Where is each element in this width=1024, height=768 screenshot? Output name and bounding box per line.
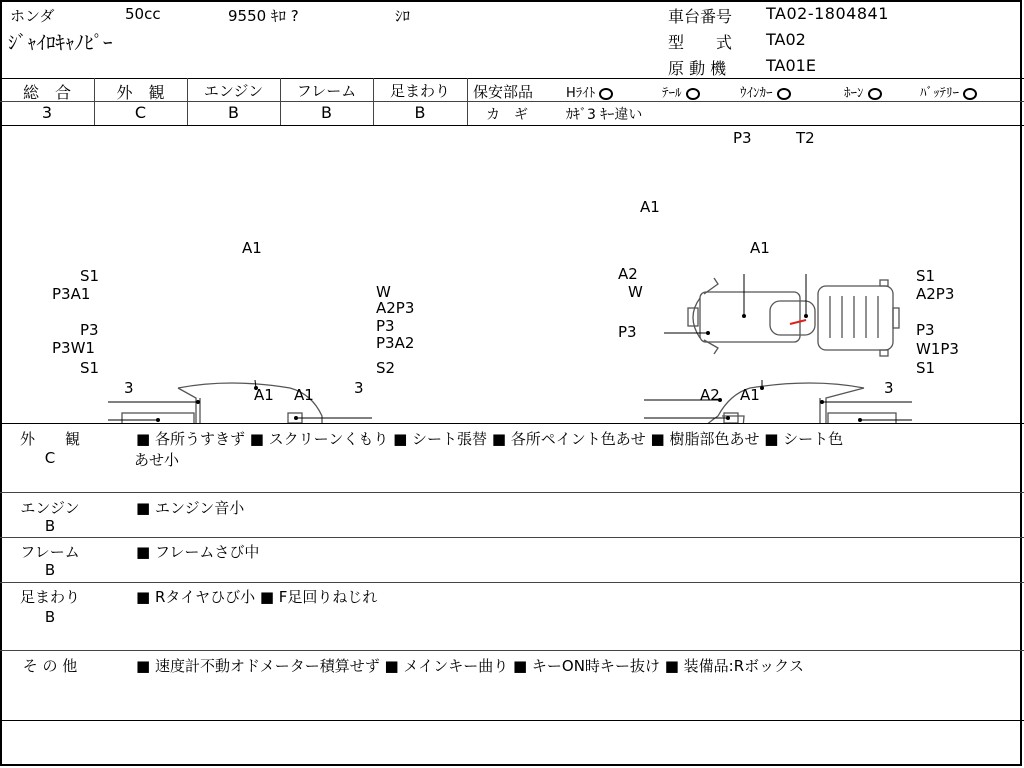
right-label-w: W: [628, 283, 643, 301]
note-label: エンジン: [20, 499, 80, 517]
note-label: フレーム: [20, 543, 80, 561]
overall-value: 3: [41, 103, 53, 122]
safety-label: 保安部品: [473, 83, 534, 101]
safety-item-horn: ﾎｰﾝ: [844, 82, 882, 101]
engine-value: B: [228, 103, 239, 122]
ok-circle-icon: [599, 88, 613, 100]
ok-circle-icon: [686, 88, 700, 100]
type-value: TA02: [766, 30, 806, 49]
top-label-a1: A1: [640, 198, 660, 216]
left-label-p3a2: P3A2: [376, 334, 415, 352]
note-grade: B: [44, 608, 56, 626]
note-grade: B: [44, 561, 56, 579]
left-label-p3w1: P3W1: [52, 339, 95, 357]
left-label-a2p3: A2P3: [376, 299, 415, 317]
right-label-s1-bottom: S1: [916, 359, 936, 377]
ok-circle-icon: [963, 88, 977, 100]
top-view-vehicle: [688, 278, 899, 356]
left-label-p3-right: P3: [376, 317, 395, 335]
color: ｼﾛ: [395, 7, 411, 25]
note-text: ■ エンジン音小: [136, 499, 245, 517]
key-label: カ ギ: [486, 107, 528, 123]
suspension-value: B: [414, 103, 426, 122]
type-label: 型 式: [668, 33, 733, 52]
right-label-a2p3: A2P3: [916, 285, 955, 303]
right-label-w1p3: W1P3: [916, 340, 959, 358]
damage-diagram: [0, 126, 1024, 423]
top-label-p3: P3: [733, 129, 752, 147]
right-label-a2: A2: [618, 265, 638, 283]
left-label-tire-front: 3: [124, 379, 134, 397]
note-text: ■ 各所うすきず ■ スクリーンくもり ■ シート張替 ■ 各所ペイント色あせ ■ 樹脂部色あせ ■ シート色: [136, 430, 844, 448]
ok-circle-icon: [868, 88, 882, 100]
right-label-p3: P3: [618, 323, 637, 341]
frame-label: フレーム: [296, 82, 357, 100]
engine-model-value: TA01E: [766, 56, 816, 75]
left-label-w: W: [376, 283, 391, 301]
suspension-label: 足まわり: [389, 82, 450, 100]
left-label-s1-top: S1: [80, 267, 100, 285]
left-label-a1-top: A1: [242, 239, 262, 257]
chassis-label: 車台番号: [668, 7, 733, 26]
right-label-s1-top: S1: [916, 267, 936, 285]
note-text: ■ 速度計不動オドメーター積算せず ■ メインキー曲り ■ キーON時キー抜け ■ 装備品:Rボックス: [136, 657, 804, 675]
left-label-p3a1: P3A1: [52, 285, 91, 303]
right-label-a1-bottom: A1: [740, 386, 760, 404]
safety-item-headlight: Hﾗｲﾄ: [566, 82, 613, 101]
note-label: 足まわり: [19, 588, 80, 606]
note-grade: C: [44, 449, 56, 467]
note-text: ■ Rタイヤひび小 ■ F足回りねじれ: [136, 588, 378, 606]
top-label-t2: T2: [796, 129, 815, 147]
exterior-value: C: [134, 103, 147, 122]
chassis-value: TA02-1804841: [766, 4, 889, 23]
left-label-p3: P3: [80, 321, 99, 339]
maker: ホンダ: [10, 7, 55, 25]
left-label-s2: S2: [376, 359, 396, 377]
left-label-a1-bottom1: A1: [254, 386, 274, 404]
safety-item-winker: ｳｲﾝｶｰ: [740, 82, 791, 101]
left-label-tire-rear: 3: [354, 379, 364, 397]
note-text-continued: あせ小: [134, 451, 180, 469]
mileage: 9550 ｷﾛ ?: [228, 7, 299, 25]
right-label-tire: 3: [884, 379, 894, 397]
right-side-vehicle: [660, 383, 900, 423]
right-label-a2-bottom: A2: [700, 386, 720, 404]
note-text: ■ フレームさび中: [136, 543, 260, 561]
overall-label: 総 合: [22, 83, 71, 102]
frame-value: B: [321, 103, 332, 122]
ok-circle-icon: [777, 88, 791, 100]
right-label-a1-top: A1: [750, 239, 770, 257]
engine-model-label: 原 動 機: [668, 59, 727, 78]
left-side-vehicle: [120, 383, 364, 423]
displacement: 50cc: [125, 5, 161, 23]
note-label: そ の 他: [22, 657, 78, 675]
note-label: 外 観: [19, 430, 80, 448]
engine-label: エンジン: [203, 82, 264, 100]
right-label-p3-right: P3: [916, 321, 935, 339]
left-label-s1-bottom: S1: [80, 359, 100, 377]
left-label-a1-bottom2: A1: [294, 386, 314, 404]
safety-item-tail: ﾃｰﾙ: [662, 82, 700, 101]
model-name: ｼﾞｬｲﾛｷｬﾉﾋﾟｰ: [8, 32, 113, 54]
exterior-label: 外 観: [116, 83, 165, 102]
safety-item-battery: ﾊﾞｯﾃﾘｰ: [920, 82, 977, 101]
key-value: ｶｷﾞ3 ｷｰ違い: [566, 107, 643, 123]
note-grade: B: [44, 517, 56, 535]
